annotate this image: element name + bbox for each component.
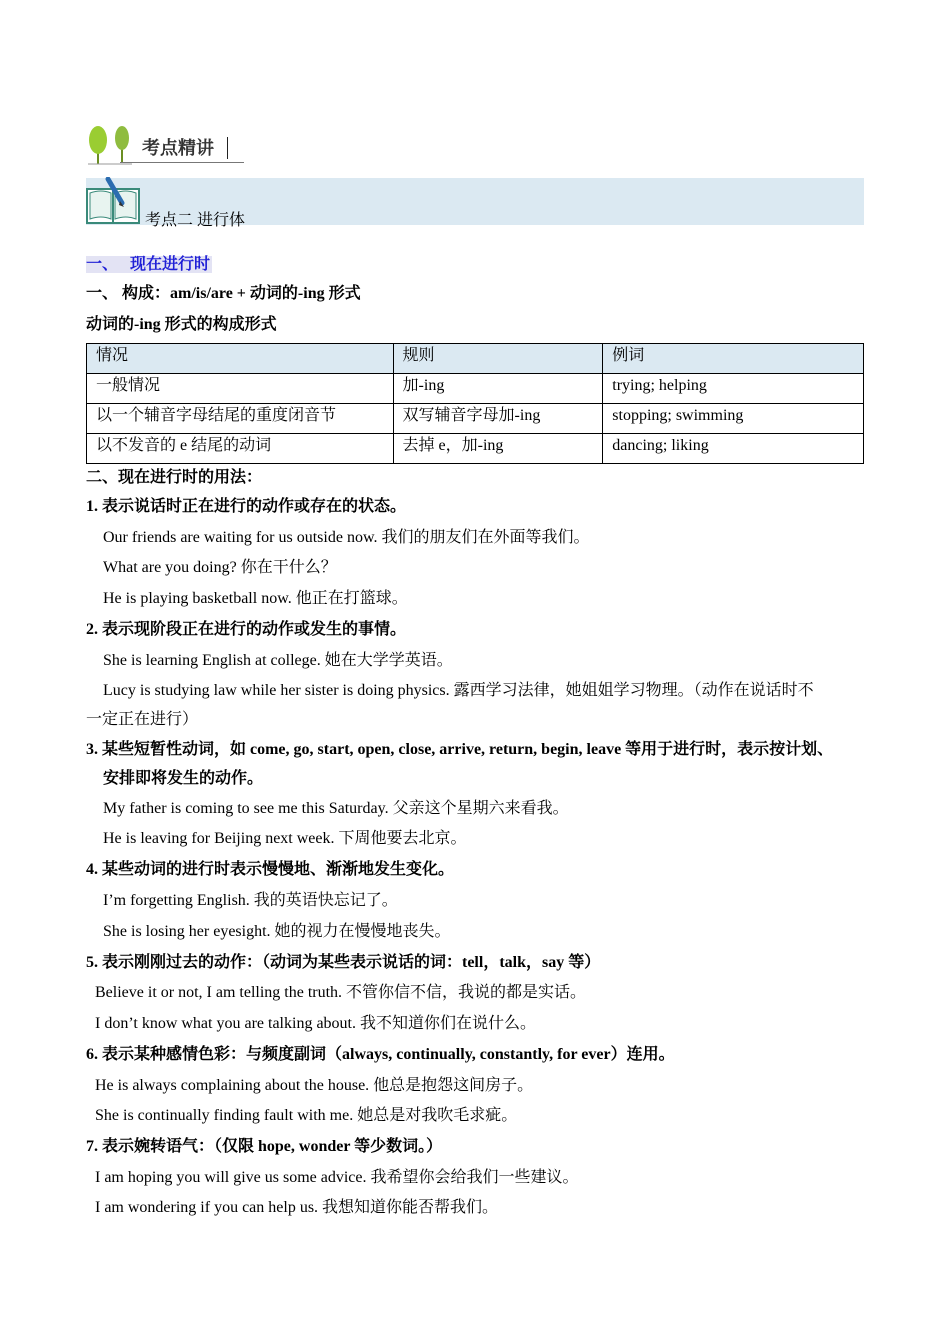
- table-cell: 去掉 e，加-ing: [393, 434, 603, 464]
- example-sentence: I am hoping you will give us some advice. 我希望你会给我们一些建议。: [95, 1169, 579, 1186]
- example-sentence: Believe it or not, I am telling the truth. 不管你信不信，我说的都是实话。: [95, 984, 587, 1001]
- section-heading: 一、 现在进行时: [86, 256, 211, 273]
- example-sentence: I am wondering if you can help us. 我想知道你能否帮我们。: [95, 1199, 499, 1216]
- usage-title: 二、现在进行时的用法：: [86, 469, 263, 486]
- banner-underline: [120, 162, 244, 163]
- example-sentence: He is leaving for Beijing next week. 下周他要去北京。: [103, 830, 467, 847]
- topic-title: 考点二 进行体: [145, 212, 246, 229]
- table-cell: trying; helping: [603, 374, 864, 404]
- example-sentence: Our friends are waiting for us outside now. 我们的朋友们在外面等我们。: [103, 529, 590, 546]
- example-sentence-cont: 一定正在进行）: [86, 711, 199, 728]
- text-cursor: [227, 137, 228, 159]
- ing-rules-table: [86, 343, 864, 464]
- example-sentence: Lucy is studying law while her sister is doing physics. 露西学习法律，她姐姐学习物理。（动作在说话时不: [103, 682, 814, 699]
- header-cell: 规则: [393, 344, 603, 374]
- example-sentence: She is learning English at college. 她在大学学英语。: [103, 652, 453, 669]
- table-cell: 一般情况: [87, 374, 394, 404]
- header-cell: 情况: [87, 344, 394, 374]
- example-sentence: He is always complaining about the house. 他总是抱怨这间房子。: [95, 1077, 534, 1094]
- example-sentence: She is losing her eyesight. 她的视力在慢慢地丧失。: [103, 923, 451, 940]
- usage-heading-7: 7. 表示婉转语气：（仅限 hope, wonder 等少数词。）: [86, 1138, 443, 1155]
- header-cell: 例词: [603, 344, 864, 374]
- table-cell: 双写辅音字母加-ing: [393, 404, 603, 434]
- table-header-row: [87, 344, 864, 374]
- tree-icon: [86, 118, 146, 168]
- example-sentence: I don’t know what you are talking about. 我不知道你们在说什么。: [95, 1015, 536, 1032]
- table-cell: 以一个辅音字母结尾的重度闭音节: [87, 404, 394, 434]
- table-caption: 动词的-ing 形式的构成形式: [86, 316, 277, 333]
- example-sentence: My father is coming to see me this Saturday. 父亲这个星期六来看我。: [103, 800, 569, 817]
- book-pencil-icon: [86, 177, 142, 225]
- usage-heading-5: 5. 表示刚刚过去的动作：（动词为某些表示说话的词：tell，talk，say 等）: [86, 954, 601, 971]
- example-sentence: He is playing basketball now. 他正在打篮球。: [103, 590, 408, 607]
- table-row: [87, 404, 864, 434]
- structure-line: 一、 构成：am/is/are + 动词的-ing 形式: [86, 285, 361, 302]
- example-sentence: What are you doing? 你在干什么？: [103, 559, 337, 576]
- usage-heading-6: 6. 表示某种感情色彩：与频度副词（always, continually, constantly, for ever）连用。: [86, 1046, 675, 1063]
- table-cell: 以不发音的 e 结尾的动词: [87, 434, 394, 464]
- table-cell: dancing; liking: [603, 434, 864, 464]
- example-sentence: I’m forgetting English. 我的英语快忘记了。: [103, 892, 398, 909]
- usage-heading-3-cont: 安排即将发生的动作。: [103, 770, 264, 787]
- table-row: [87, 434, 864, 464]
- example-sentence: She is continually finding fault with me. 她总是对我吹毛求疵。: [95, 1107, 518, 1124]
- usage-heading-2: 2. 表示现阶段正在进行的动作或发生的事情。: [86, 621, 407, 638]
- banner-title: 考点精讲: [142, 138, 214, 159]
- usage-heading-3: 3. 某些短暂性动词，如 come, go, start, open, close, arrive, return, begin, leave 等用于进行时，表示按计划、: [86, 741, 834, 758]
- table-cell: stopping; swimming: [603, 404, 864, 434]
- table-row: [87, 374, 864, 404]
- table-cell: 加-ing: [393, 374, 603, 404]
- usage-heading-1: 1. 表示说话时正在进行的动作或存在的状态。: [86, 498, 407, 515]
- usage-heading-4: 4. 某些动词的进行时表示慢慢地、渐渐地发生变化。: [86, 861, 455, 878]
